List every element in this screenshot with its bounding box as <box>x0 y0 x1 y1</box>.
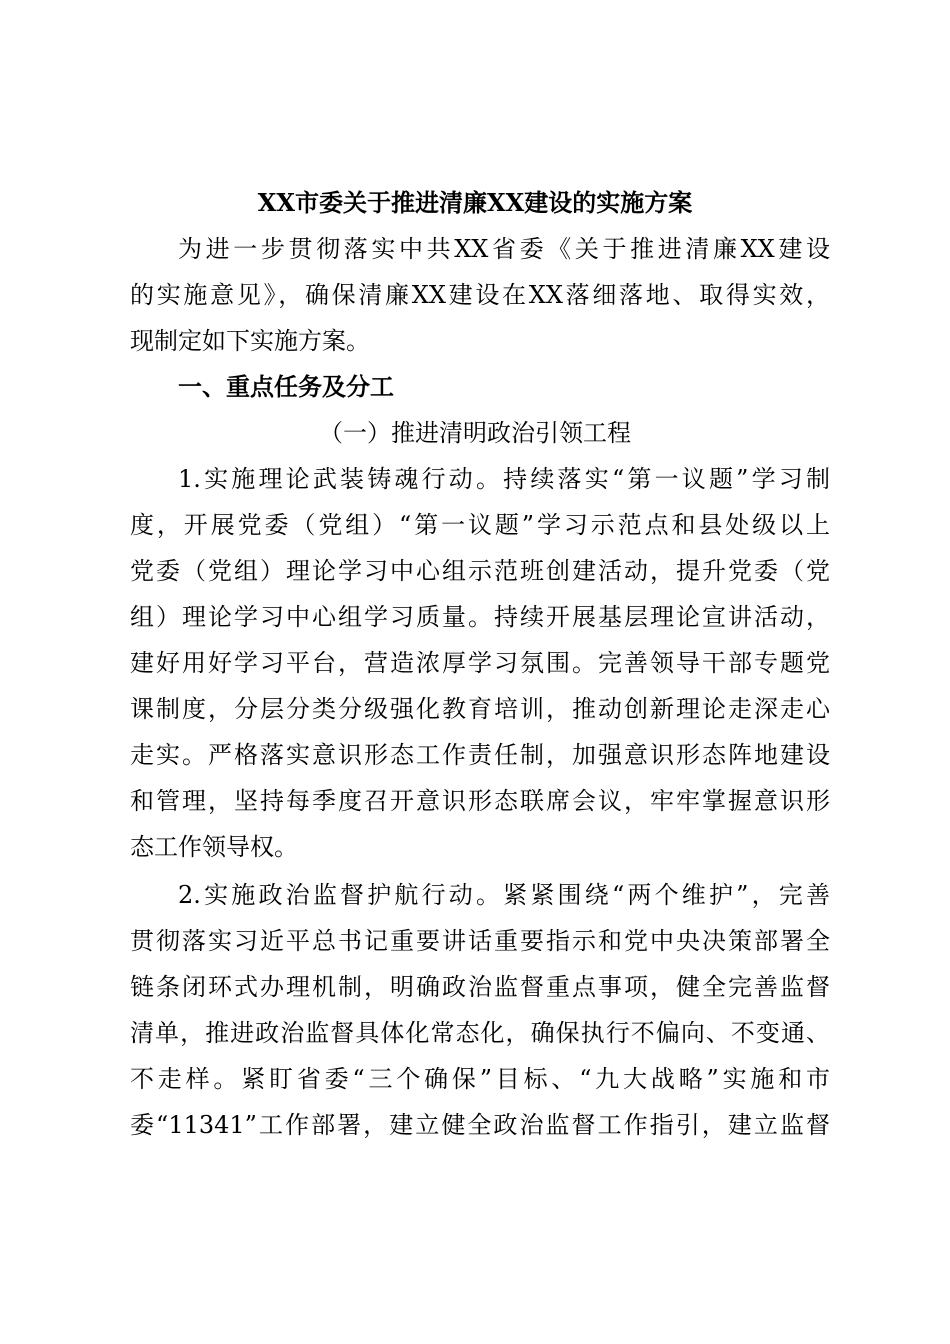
subsection-heading: （一）推进清明政治引领工程 <box>319 419 631 447</box>
para2-line-1: 2.实施政治监督护航行动。紧紧围绕“两个维护”，完善 <box>178 881 830 909</box>
para1-line-1: 1.实施理论武装铸魂行动。持续落实“第一议题”学习制 <box>178 465 830 493</box>
para1-line-4: 组）理论学习中心组学习质量。持续开展基层理论宣讲活动， <box>130 603 830 631</box>
para1-line-9: 态工作领导权。 <box>130 833 298 861</box>
para2-line-5: 不走样。紧盯省委“三个确保”目标、“九大战略”实施和市 <box>130 1065 830 1093</box>
para1-line-6: 课制度，分层分类分级强化教育培训，推动创新理论走深走心 <box>130 695 830 723</box>
intro-line-1: 为进一步贯彻落实中共XX省委《关于推进清廉XX建设 <box>178 235 830 263</box>
document-title: XX市委关于推进清廉XX建设的实施方案 <box>257 188 693 217</box>
para1-line-8: 和管理，坚持每季度召开意识形态联席会议，牢牢掌握意识形 <box>130 787 830 815</box>
para2-line-3: 链条闭环式办理机制，明确政治监督重点事项，健全完善监督 <box>130 973 830 1001</box>
para1-line-3: 党委（党组）理论学习中心组示范班创建活动，提升党委（党 <box>130 557 830 585</box>
para1-line-7: 走实。严格落实意识形态工作责任制，加强意识形态阵地建设 <box>130 741 830 769</box>
para1-line-2: 度，开展党委（党组）“第一议题”学习示范点和县处级以上 <box>130 511 830 539</box>
para2-line-2: 贯彻落实习近平总书记重要讲话重要指示和党中央决策部署全 <box>130 927 830 955</box>
para2-line-4: 清单，推进政治监督具体化常态化，确保执行不偏向、不变通、 <box>130 1019 830 1047</box>
para2-line-6: 委“11341”工作部署，建立健全政治监督工作指引，建立监督 <box>130 1111 830 1139</box>
intro-line-2: 的实施意见》，确保清廉XX建设在XX落细落地、取得实效， <box>130 281 830 309</box>
para1-line-5: 建好用好学习平台，营造浓厚学习氛围。完善领导干部专题党 <box>130 649 830 677</box>
intro-line-3: 现制定如下实施方案。 <box>130 327 370 355</box>
section-heading: 一、重点任务及分工 <box>178 372 394 401</box>
